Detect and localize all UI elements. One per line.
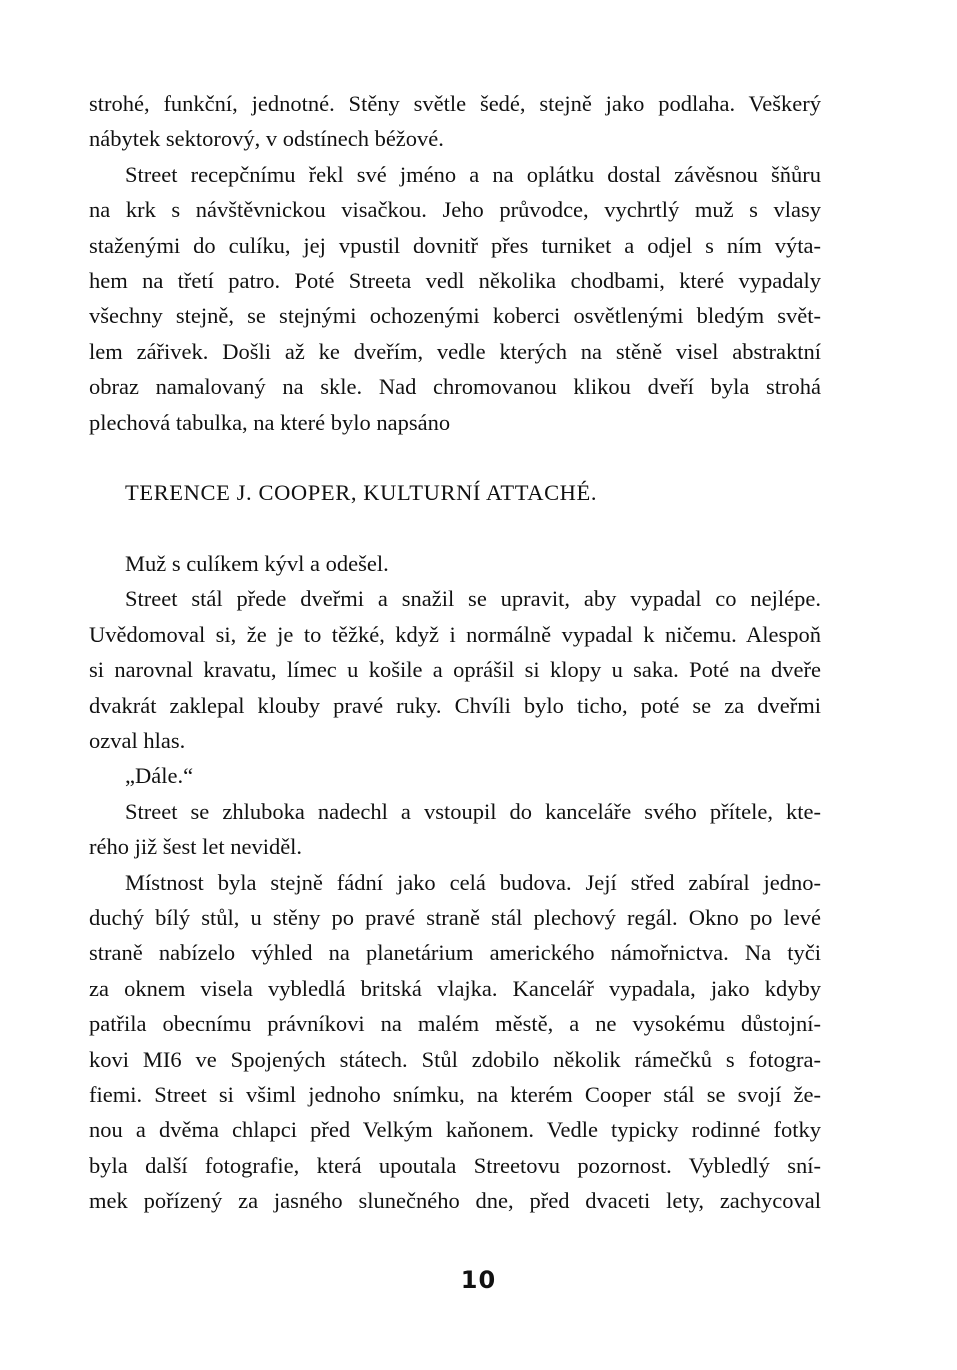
text-line: obraz namalovaný na skle. Nad chromovanou klikou dveří byla strohá — [89, 374, 821, 400]
text-line: staženými do culíku, jej vpustil dovnitř přes turniket a odjel s ním výta- — [89, 232, 821, 258]
blank-line — [89, 440, 821, 475]
text-line: plechová tabulka, na které bylo napsáno — [89, 409, 451, 435]
text-line: hem na třetí patro. Poté Streeta vedl několika chodbami, které vypadaly — [89, 267, 821, 293]
text-line: rého již šest let neviděl. — [89, 834, 303, 860]
text-line: kovi MI6 ve Spojených státech. Stůl zdobilo několik rámečků s fotogra- — [89, 1046, 821, 1072]
text-line: byla další fotografie, která upoutala Streetovu pozornost. Vybledlý sní- — [89, 1152, 821, 1178]
door-sign-heading: TERENCE J. COOPER, KULTURNÍ ATTACHÉ. — [125, 480, 598, 506]
text-line: strohé, funkční, jednotné. Stěny světle šedé, stejně jako podlaha. Veškerý — [89, 91, 821, 116]
text-line: Street se zhluboka nadechl a vstoupil do kanceláře svého přítele, kte- — [125, 798, 821, 824]
text-line: Místnost byla stejně fádní jako celá budova. Její střed zabíral jedno- — [125, 869, 821, 895]
text-line: za oknem visela vybledlá britská vlajka. Kancelář vypadala, jako kdyby — [89, 975, 821, 1001]
book-page-body — [89, 86, 821, 1219]
text-line: mek pořízený za jasného slunečného dne, před dvaceti lety, zachycoval — [89, 1188, 821, 1214]
text-line: dvakrát zaklepal klouby pravé ruky. Chvíli bylo ticho, poté se za dveřmi — [89, 692, 821, 718]
text-line: Street stál přede dveřmi a snažil se upravit, aby vypadal co nejlépe. — [125, 586, 821, 612]
page-number: 10 — [460, 1266, 497, 1294]
text-line: Street recepčnímu řekl své jméno a na oplátku dostal závěsnou šňůru — [125, 161, 821, 187]
text-line: Uvědomoval si, že je to těžké, když i normálně vypadal k ničemu. Alespoň — [89, 621, 821, 647]
text-line: nou a dvěma chlapci před Velkým kaňonem. Vedle typicky rodinné fotky — [89, 1117, 821, 1143]
text-line: straně nabízelo výhled na planetárium amerického námořnictva. Na tyči — [89, 940, 821, 966]
text-line: patřila obecnímu právníkovi na malém městě, a ne vysokému důstojní- — [89, 1011, 821, 1037]
text-line: lem zářivek. Došli až ke dveřím, vedle kterých na stěně visel abstraktní — [89, 338, 821, 364]
text-line: ozval hlas. — [89, 728, 186, 754]
text-line: Muž s culíkem kývl a odešel. — [125, 551, 389, 577]
text-line: fiemi. Street si všiml jednoho snímku, na kterém Cooper stál se svojí že- — [89, 1081, 821, 1107]
text-line: na krk s návštěvnickou visačkou. Jeho průvodce, vychrtlý muž s vlasy — [89, 197, 821, 223]
text-line: všechny stejně, se stejnými ochozenými koberci osvětlenými bledým svět- — [89, 303, 821, 329]
text-line: duchý bílý stůl, u stěny po pravé straně stál plechový regál. Okno po levé — [89, 904, 821, 930]
text-line: „Dále.“ — [125, 763, 194, 789]
text-line: nábytek sektorový, v odstínech béžové. — [89, 126, 444, 152]
blank-line — [89, 511, 821, 546]
text-line: si narovnal kravatu, límec u košile a oprášil si klopy u saka. Poté na dveře — [89, 657, 821, 683]
